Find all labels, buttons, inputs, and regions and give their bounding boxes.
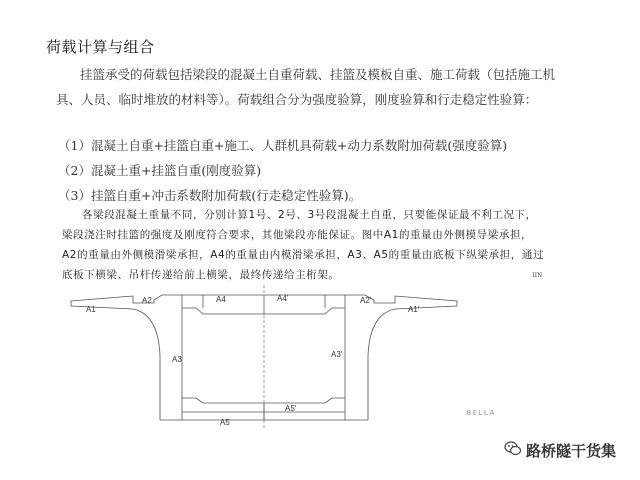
label-a4-prime: A4'	[277, 294, 289, 303]
label-a3: A3	[172, 355, 182, 364]
label-a1-prime: A1'	[408, 305, 420, 314]
load-combination-item-1: （1）混凝土自重+挂篮自重+施工、人群机具荷载+动力系数附加荷载(强度验算)	[58, 138, 508, 153]
label-a2: A2	[142, 296, 152, 305]
label-a4: A4	[216, 295, 226, 304]
bella-watermark: BELLA	[466, 409, 496, 417]
label-a1: A1	[86, 305, 96, 314]
wechat-icon	[504, 440, 522, 458]
load-combination-item-2: （2）混凝土重+挂篮自重(刚度验算)	[58, 163, 262, 178]
label-a3-prime: A3'	[331, 350, 343, 359]
watermark-text: 路桥隧干货集	[526, 442, 617, 460]
margin-scribble: ɪɪɴ	[532, 270, 543, 279]
load-combination-item-3: （3）挂篮自重+冲击系数附加荷载(行走稳定性验算)。	[58, 188, 362, 203]
section-heading: 荷载计算与组合	[46, 38, 155, 56]
label-a2-prime: A2'	[360, 296, 372, 305]
segment-weight-paragraph: 各梁段混凝土重量不同，分别计算1号、2号、3号段混凝土自重，只要能保证最不利工况下，梁段浇注时挂篮的强度及刚度符合要求，其他梁段亦能保证。图中A1的重量由外侧模导梁承担，A2的重量由外侧模滑梁承担，A4的重量由内模滑梁承担，A3、A5的重量由底板下纵梁承担，通过底板下横梁、吊杆传递给前上横梁，最终传递给主桁架。	[62, 209, 545, 281]
label-a5: A5	[220, 418, 230, 427]
label-a5-prime: A5'	[285, 404, 297, 413]
load-intro-paragraph: 挂篮承受的荷载包括梁段的混凝土自重荷载、挂篮及模板自重、施工荷载（包括施工机具、人员、临时堆放的材料等）。荷载组合分为强度验算，刚度验算和行走稳定性验算：	[56, 67, 556, 107]
left-wing-top	[71, 295, 182, 303]
